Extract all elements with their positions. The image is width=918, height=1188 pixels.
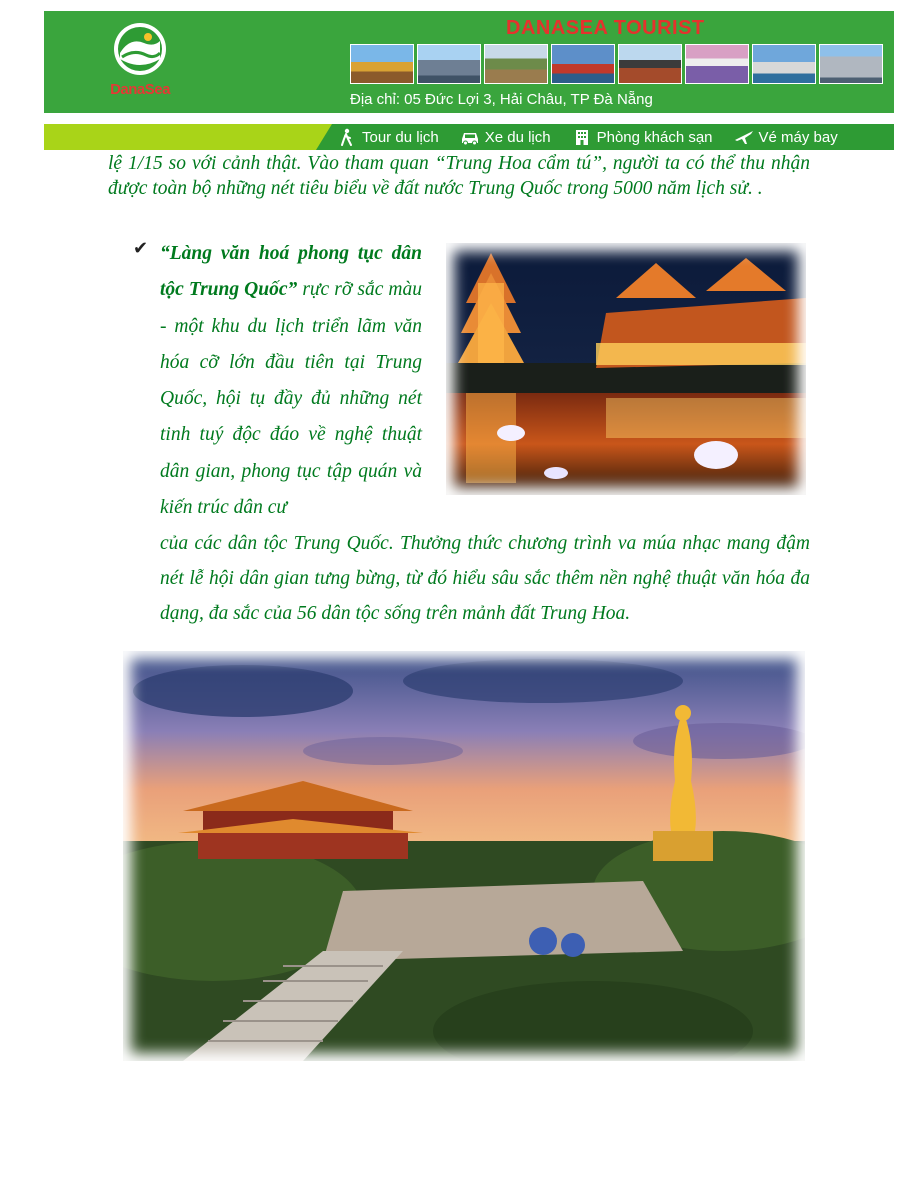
- airplane-icon: [733, 128, 755, 146]
- nav-label-car: Xe du lịch: [484, 128, 551, 146]
- page-header: [44, 11, 894, 113]
- hotel-icon: [571, 128, 593, 146]
- address-text: Địa chỉ: 05 Đức Lợi 3, Hải Châu, TP Đà Nẵng: [350, 91, 653, 108]
- destination-thumbnails: [350, 44, 883, 84]
- nav-item-tour[interactable]: [336, 128, 439, 146]
- nav-item-car[interactable]: [459, 128, 551, 146]
- thumb-towers-image: [819, 44, 883, 84]
- danasea-logo[interactable]: [100, 19, 180, 107]
- bullet-text: rực rỡ sắc màu - một khu du lịch triển lãm văn hóa cỡ lớn đầu tiên tại Trung Quốc, hội tụ đầy đủ những nét tinh tuý độc đáo về nghệ thuật dân gian, phong tục tập quán và kiến trúc dân cư: [160, 279, 422, 519]
- thumb-mountain-image: [685, 44, 749, 84]
- temple-sunset-photo: [123, 651, 805, 1061]
- thumb-junk-boat-image: [551, 44, 615, 84]
- bullet-paragraph: [160, 236, 422, 526]
- nav-bar: [44, 124, 894, 150]
- thumb-city-image: [417, 44, 481, 84]
- logo-text: DanaSea: [110, 81, 170, 98]
- bullet-continuation: của các dân tộc Trung Quốc. Thưởng thức chương trình va múa nhạc mang đậm nét lễ hội dân gian tưng bừng, từ đó hiểu sâu sắc thêm nền nghệ thuật văn hóa đa dạng, đa sắc của 56 dân tộc sống trên mảnh đất Trung Hoa.: [160, 533, 810, 624]
- nav-label-tour: Tour du lịch: [362, 128, 439, 146]
- nav-label-hotel: Phòng khách sạn: [596, 128, 713, 146]
- nav-accent-strip: [44, 124, 334, 150]
- nav-label-flight: Vé máy bay: [758, 128, 838, 146]
- brand-name: DANASEA TOURIST: [506, 17, 705, 39]
- nav-item-flight[interactable]: [733, 128, 838, 146]
- intro-paragraph: lệ 1/15 so với cảnh thật. Vào tham quan “Trung Hoa cẩm tú”, người ta có thể thu nhận được toàn bộ những nét tiêu biểu về đất nước Trung Quốc trong 5000 năm lịch sử. .: [108, 153, 810, 199]
- bullet-title: “Làng văn hoá phong tục dân tộc Trung Quốc”: [160, 243, 422, 301]
- cultural-village-night-photo: [446, 243, 806, 495]
- thumb-palace-image: [350, 44, 414, 84]
- thumb-merlion-image: [752, 44, 816, 84]
- car-icon: [459, 128, 481, 146]
- thumb-pagoda-image: [618, 44, 682, 84]
- nav-item-hotel[interactable]: [571, 128, 713, 146]
- logo-emblem-icon: [100, 19, 180, 81]
- thumb-great-wall-image: [484, 44, 548, 84]
- checkmark-icon: ✔: [133, 238, 149, 258]
- hiker-icon: [336, 128, 358, 146]
